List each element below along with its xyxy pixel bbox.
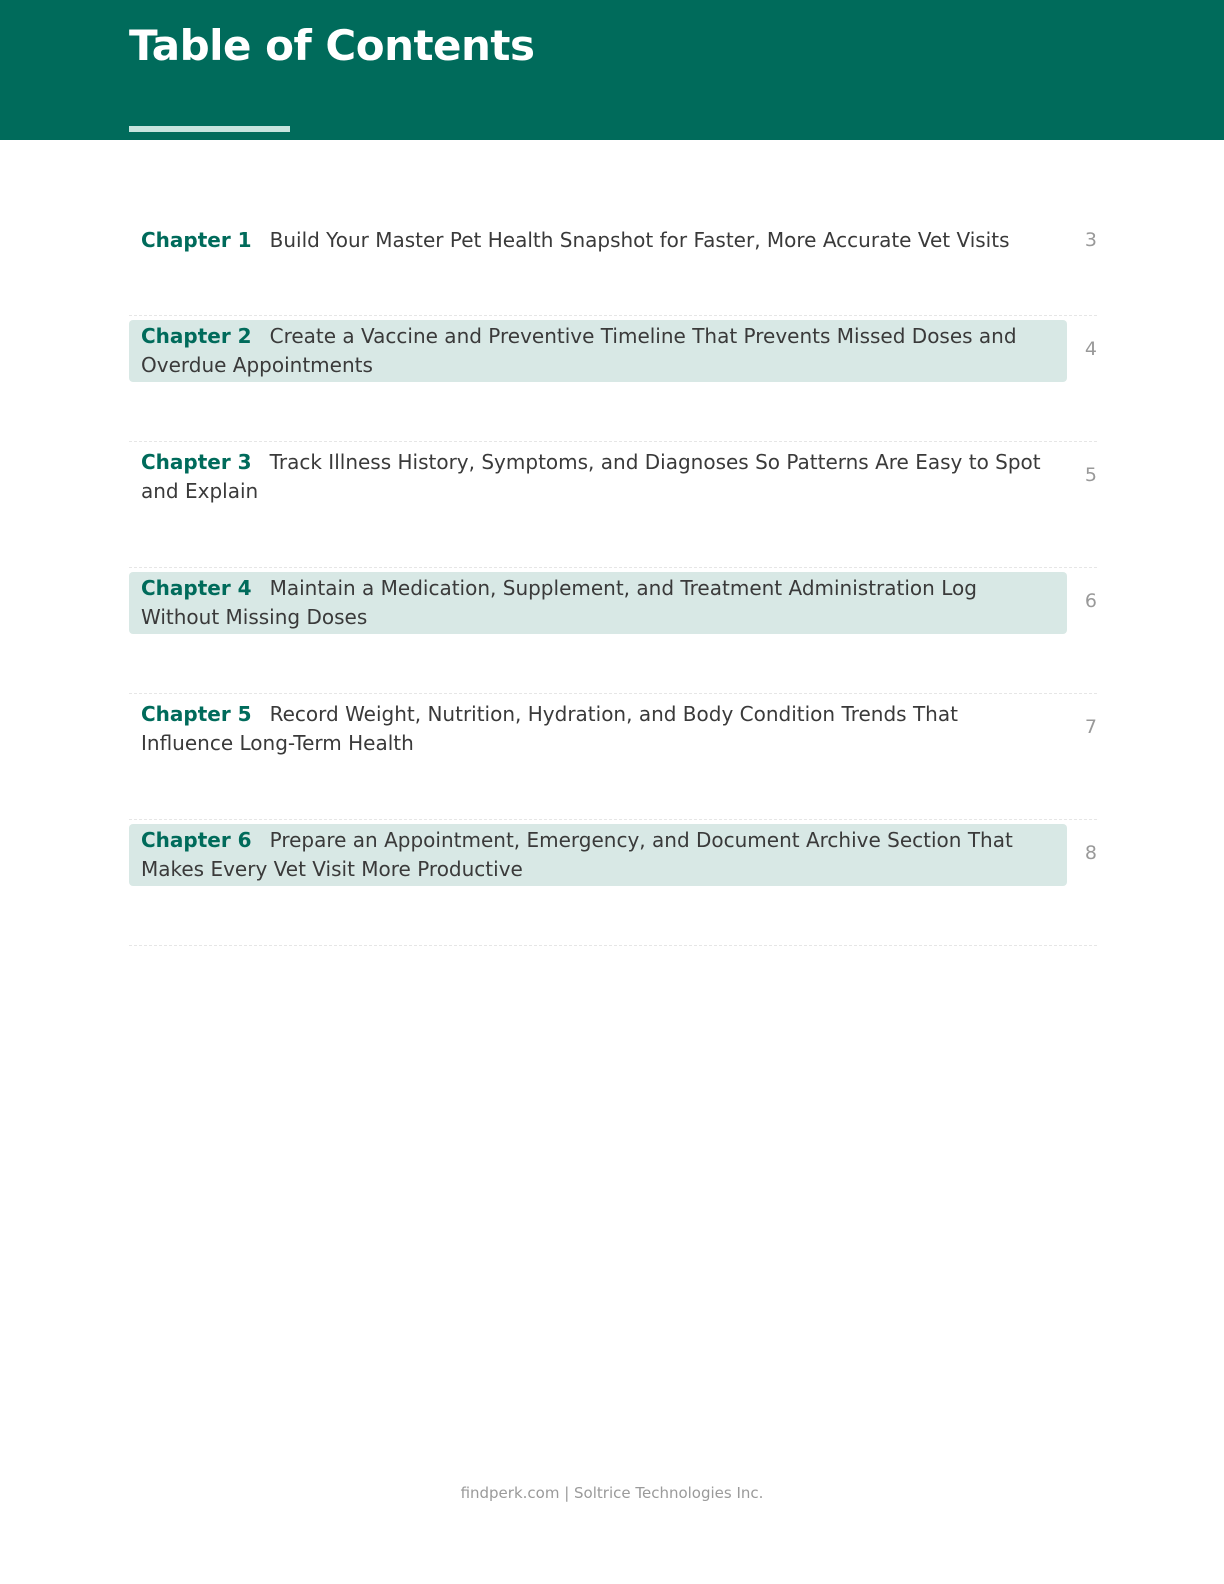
toc-entry-3[interactable] <box>129 442 1097 568</box>
chapter-title: Record Weight, Nutrition, Hydration, and Body Condition Trends That Influence Long-Term Health <box>141 702 958 755</box>
toc-entry-5[interactable] <box>129 694 1097 820</box>
chapter-title: Maintain a Medication, Supplement, and Treatment Administration Log Without Missing Doses <box>141 576 977 629</box>
page-number: 7 <box>1084 716 1097 738</box>
chapter-label: Chapter 5 <box>141 702 252 726</box>
footer-text: findperk.com | Soltrice Technologies Inc. <box>460 1484 764 1502</box>
toc-entry-text[interactable] <box>129 572 1067 634</box>
page-title: Table of Contents <box>129 21 535 70</box>
toc-entry-text[interactable] <box>129 446 1067 508</box>
toc-entry-1[interactable] <box>129 190 1097 316</box>
page-number: 5 <box>1084 464 1097 486</box>
chapter-label: Chapter 4 <box>141 576 252 600</box>
page-number: 3 <box>1084 229 1097 251</box>
toc-entry-text[interactable] <box>129 698 1067 760</box>
toc-entry-6[interactable] <box>129 820 1097 946</box>
toc-entry-2[interactable] <box>129 316 1097 442</box>
title-underline <box>129 126 290 132</box>
chapter-title: Prepare an Appointment, Emergency, and Document Archive Section That Makes Every Vet Visit More Productive <box>141 828 1013 881</box>
header-banner <box>0 0 1224 140</box>
toc-entry-text[interactable] <box>129 226 1067 255</box>
chapter-title: Build Your Master Pet Health Snapshot for Faster, More Accurate Vet Visits <box>269 228 1010 252</box>
page-number: 6 <box>1084 590 1097 612</box>
page-number: 8 <box>1084 842 1097 864</box>
table-of-contents <box>129 190 1097 946</box>
chapter-title: Track Illness History, Symptoms, and Diagnoses So Patterns Are Easy to Spot and Explain <box>141 450 1041 503</box>
toc-entry-4[interactable] <box>129 568 1097 694</box>
toc-entry-text[interactable] <box>129 824 1067 886</box>
page-number: 4 <box>1084 338 1097 360</box>
chapter-label: Chapter 1 <box>141 228 252 252</box>
chapter-label: Chapter 6 <box>141 828 252 852</box>
chapter-label: Chapter 3 <box>141 450 252 474</box>
chapter-label: Chapter 2 <box>141 324 252 348</box>
toc-entry-text[interactable] <box>129 320 1067 382</box>
chapter-title: Create a Vaccine and Preventive Timeline That Prevents Missed Doses and Overdue Appointments <box>141 324 1017 377</box>
